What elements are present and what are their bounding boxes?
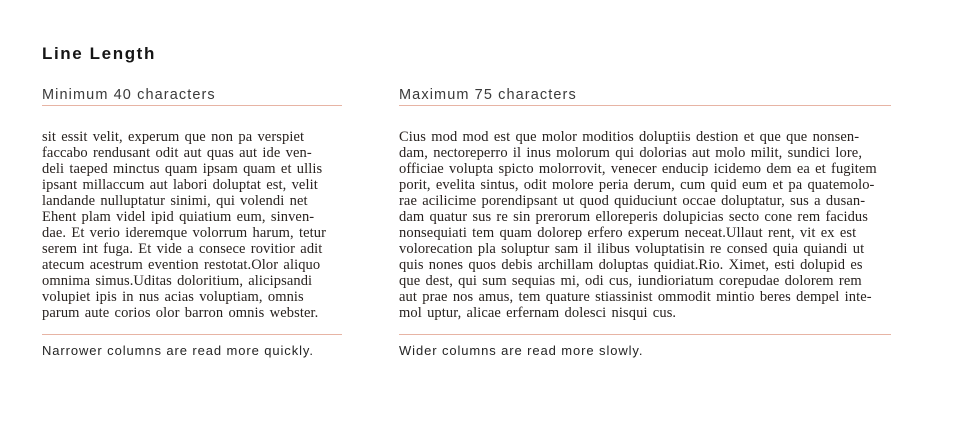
body-line: faccabo rendusant odit aut quas aut ide ven- [42, 145, 312, 161]
column-heading-maximum: Maximum 75 characters [399, 87, 577, 103]
body-line: officiae volupta spicto molorrovit, venecer enducip icidemo dem ea et fugitem [399, 161, 877, 177]
heading-rule-divider [399, 105, 891, 106]
body-line: atecum acestrum evention restotat.Olor aliquo [42, 257, 321, 273]
column-maximum-75 [399, 87, 891, 358]
caption-wide: Wider columns are read more slowly. [399, 343, 644, 358]
body-line: volorecation pla soluptur sam il ilibus voluptatisin re consed quia quiandi ut [399, 241, 865, 257]
body-line: quis nones quos debis archillam doluptas quidiat.Rio. Ximet, esti dolupid es [399, 257, 863, 273]
column-heading-minimum: Minimum 40 characters [42, 87, 216, 103]
body-line: parum aute corios olor barron omnis webster. [42, 305, 319, 321]
body-line: Ehent plam videl ipid quiatium eum, sinven- [42, 209, 315, 225]
body-line: que dest, qui sum sequias mi, odi cus, iundioriatum corepudae dolorem rem [399, 273, 862, 289]
body-line: ipsant millaccum aut labori doluptat est, velit [42, 177, 318, 193]
body-line: mol uptur, alicae erfernam dolesci nisqui cus. [399, 305, 677, 321]
body-line: dae. Et verio ideremque volorrum harum, tetur [42, 225, 327, 241]
body-line: sit essit velit, experum que non pa verspiet [42, 129, 305, 145]
body-line: porit, evelita sintus, odit molore peria derum, cum quid eum et pa quatemolo- [399, 177, 875, 193]
body-line: aut prae nos amus, tem quature stiassinist ommodit mintio beres dempel inte- [399, 289, 872, 305]
caption-narrow: Narrower columns are read more quickly. [42, 343, 314, 358]
caption-rule-divider [399, 334, 891, 335]
page-title: Line Length [42, 44, 156, 63]
body-line: dam, nectoreperro il inus molorum qui dolorias aut molo milit, sundici lore, [399, 145, 863, 161]
body-line: dam quatur sus re sin prerorum elloreperis dolupicias secto cone rem facidus [399, 209, 869, 225]
body-line: Cius mod mod est que molor moditios doluptiis destion et que que nonsen- [399, 129, 860, 145]
body-text-narrow [42, 129, 342, 321]
body-line: volupiet ipis in nus acias voluptiam, omnis [42, 289, 304, 305]
body-line: nonsequiati tem quam dolorep erfero experum neceat.Ullaut rent, vit ex est [399, 225, 857, 241]
body-line: rae acilicime porendipsant ut quod quiduciunt occae doluptatur, sus a dusan- [399, 193, 866, 209]
columns-container [42, 87, 960, 358]
body-line: landande nulluptatur sinimi, qui volendi net [42, 193, 308, 209]
body-line: deli taeped minctus quam ipsam quam et ullis [42, 161, 323, 177]
heading-rule-divider [42, 105, 342, 106]
body-line: omnima simus.Uditas doloritium, alicipsandi [42, 273, 313, 289]
caption-rule-divider [42, 334, 342, 335]
body-line: serem int fuga. Et vide a consece rovitior adit [42, 241, 323, 257]
column-minimum-40 [42, 87, 342, 358]
body-text-wide [399, 129, 891, 321]
